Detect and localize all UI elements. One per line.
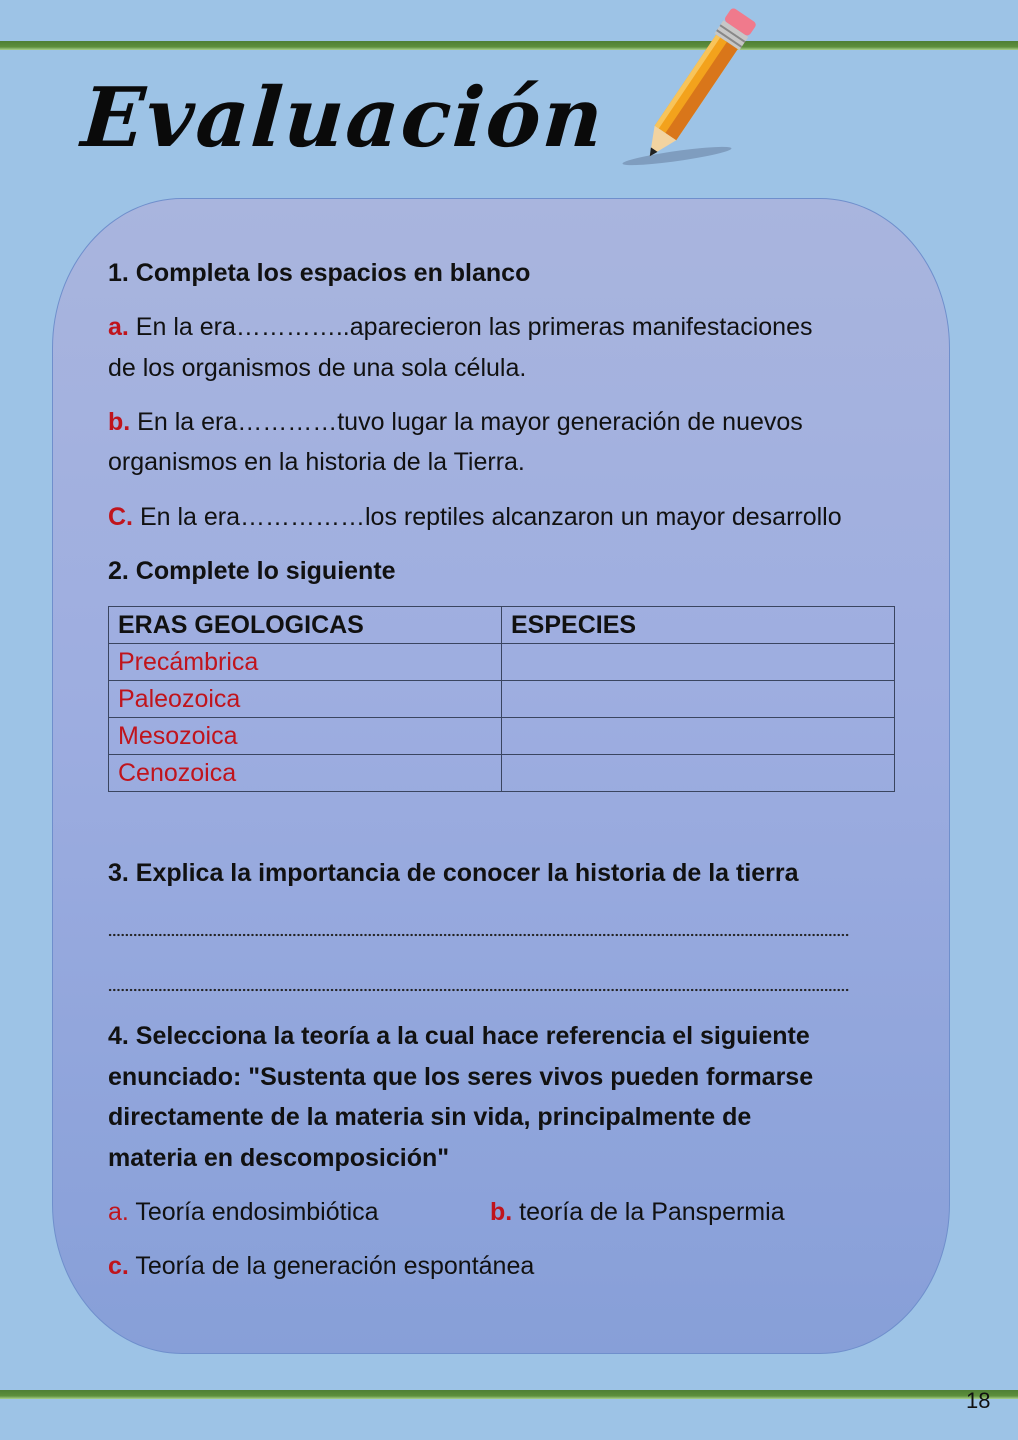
q1-item-b-label: b. (108, 408, 131, 436)
q1-item-b-text: En la era…………tuvo lugar la mayor generación de nuevos (130, 408, 803, 436)
q1-heading: 1. Completa los espacios en blanco (108, 259, 531, 287)
era-cell: Mesozoica (109, 718, 502, 755)
q1-item-a-text: En la era…………..aparecieron las primeras manifestaciones (128, 313, 813, 341)
q1-item-a-label: a. (108, 313, 129, 341)
q1-item-a-line2: de los organismos de una sola célula. (108, 354, 527, 382)
bottom-rule (0, 1390, 1018, 1399)
page-title: Evaluación (78, 70, 608, 166)
q4-option-c-label: c. (108, 1252, 129, 1280)
q4-option-a-label: a. (108, 1198, 129, 1226)
table-row (109, 755, 895, 792)
table-header-row (109, 607, 895, 644)
table-row (109, 644, 895, 681)
q4-option-c-text: Teoría de la generación espontánea (128, 1252, 535, 1280)
q4-option-b-label: b. (490, 1198, 513, 1226)
species-cell[interactable] (502, 644, 895, 681)
era-cell: Cenozoica (109, 755, 502, 792)
q1-item-c (108, 497, 842, 538)
q1-item-a (108, 307, 812, 348)
q2-heading: 2. Complete lo siguiente (108, 557, 396, 585)
header-eras: ERAS GEOLOGICAS (109, 607, 502, 644)
page-number: 18 (966, 1388, 991, 1413)
q4-line-3: directamente de la materia sin vida, principalmente de (108, 1103, 752, 1131)
q4-option-b-text: teoría de la Panspermia (512, 1198, 785, 1226)
species-cell[interactable] (502, 718, 895, 755)
pencil-icon (612, 8, 782, 168)
eras-table (108, 606, 895, 792)
era-cell: Precámbrica (109, 644, 502, 681)
table-row (109, 718, 895, 755)
header-species: ESPECIES (502, 607, 895, 644)
q4-line-4: materia en descomposición" (108, 1144, 450, 1172)
q3-heading: 3. Explica la importancia de conocer la historia de la tierra (108, 859, 799, 887)
q1-item-c-text: En la era……………los reptiles alcanzaron un mayor desarrollo (133, 503, 842, 531)
species-cell[interactable] (502, 755, 895, 792)
era-cell: Paleozoica (109, 681, 502, 718)
q4-line-2: enunciado: "Sustenta que los seres vivos pueden formarse (108, 1063, 814, 1091)
q1-item-c-label: C. (108, 503, 133, 531)
q4-line-1: 4. Selecciona la teoría a la cual hace referencia el siguiente (108, 1022, 810, 1050)
q4-option-b[interactable] (490, 1192, 785, 1233)
table-row (109, 681, 895, 718)
q1-item-b (108, 402, 803, 443)
top-rule (0, 41, 1018, 50)
q4-option-a[interactable] (108, 1192, 379, 1233)
q3-answer-line-1[interactable] (108, 933, 850, 937)
species-cell[interactable] (502, 681, 895, 718)
q1-item-b-line2: organismos en la historia de la Tierra. (108, 448, 525, 476)
q3-answer-line-2[interactable] (108, 988, 850, 992)
q4-option-a-text: Teoría endosimbiótica (128, 1198, 379, 1226)
q4-option-c[interactable] (108, 1246, 534, 1287)
